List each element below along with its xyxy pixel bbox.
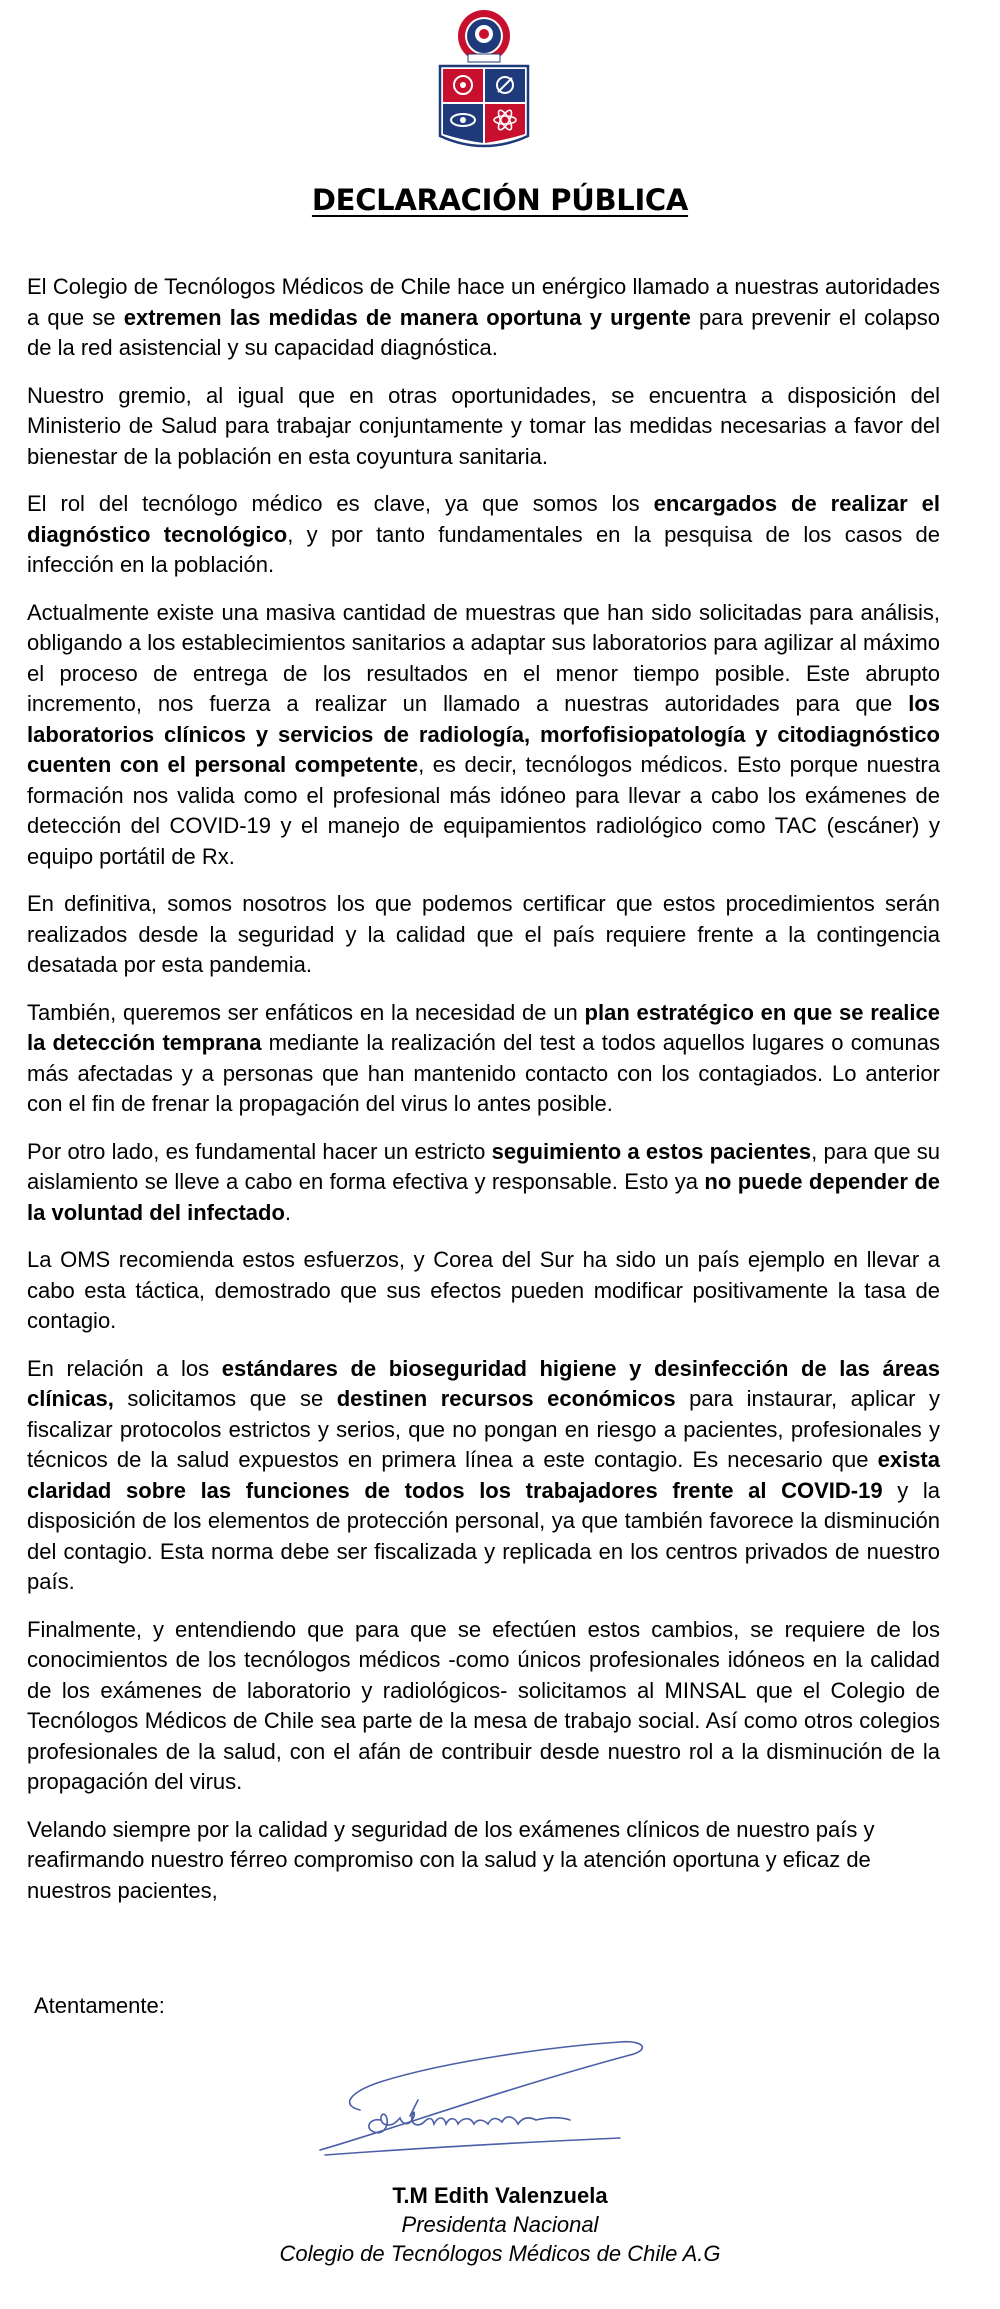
signer-name: T.M Edith Valenzuela <box>392 2183 608 2208</box>
college-seal-graphic <box>434 8 534 156</box>
paragraph-10: Finalmente, y entendiendo que para que se efectúen estos cambios, se requiere de los conocimientos de los tecnólogos médicos -como únicos profesionales idóneos en la calidad de los exámenes de laboratorio y radiológicos- solicitamos al MINSAL que el Colegio de Tecnólogos Médicos de Chile sea parte de la mesa de trabajo social. Así como otros colegios profesionales de la salud, con el afán de contribuir desde nuestro rol a la disminución de la propagación del virus. <box>27 1616 940 1794</box>
signer-organization: Colegio de Tecnólogos Médicos de Chile A.G <box>279 2241 721 2266</box>
paragraph-7: Por otro lado, es fundamental hacer un estricto seguimiento a estos pacientes, para que su aislamiento se lleve a cabo en forma efectiva y responsable. Esto ya no puede depender de la voluntad del infectado. <box>27 1138 940 1225</box>
paragraph-11: Velando siempre por la calidad y seguridad de los exámenes clínicos de nuestro país y reafirmando nuestro férreo compromiso con la salud y la atención oportuna y eficaz de nuestros pacientes, <box>27 1816 875 1903</box>
paragraph-5: En definitiva, somos nosotros los que podemos certificar que estos procedimientos serán realizados desde la seguridad y la calidad que el país requiere frente a la contingencia desatada por esta pandemia. <box>27 891 940 977</box>
declaration-body <box>27 272 940 1923</box>
document-title: DECLARACIÓN PÚBLICA <box>311 183 689 217</box>
paragraph-2: Nuestro gremio, al igual que en otras oportunidades, se encuentra a disposición del Ministerio de Salud para trabajar conjuntamente y tomar las medidas necesarias a favor del bienestar de la población en esta coyuntura sanitaria. <box>27 382 940 469</box>
signer-role: Presidenta Nacional <box>401 2212 599 2237</box>
paragraph-3: El rol del tecnólogo médico es clave, ya que somos los encargados de realizar el diagnóstico tecnológico, y por tanto fundamentales en la pesquisa de los casos de infección en la población. <box>27 491 940 577</box>
closing-greeting: Atentamente: <box>34 1993 165 2018</box>
handwritten-signature-icon <box>300 2020 660 2180</box>
signature-graphic <box>300 2020 660 2180</box>
paragraph-6: También, queremos ser enfáticos en la necesidad de un plan estratégico en que se realice la detección temprana mediante la realización del test a todos aquellos lugares o comunas más afectadas y a personas que han mantenido contacto con los contagiados. Lo anterior con el fin de frenar la propagación del virus lo antes posible. <box>27 999 940 1116</box>
paragraph-1: El Colegio de Tecnólogos Médicos de Chile hace un enérgico llamado a nuestras autoridades a que se extremen las medidas de manera oportuna y urgente para prevenir el colapso de la red asistencial y su capacidad diagnóstica. <box>27 274 940 360</box>
paragraph-9: En relación a los estándares de bioseguridad higiene y desinfección de las áreas clínicas, solicitamos que se destinen recursos económicos para instaurar, aplicar y fiscalizar protocolos estrictos y serios, que no pongan en riesgo a pacientes, profesionales y técnicos de la salud expuestos en primera línea a este contagio. Es necesario que exista claridad sobre las funciones de todos los trabajadores frente al COVID-19 y la disposición de los elementos de protección personal, ya que también favorece la disminución del contagio. Esta norma debe ser fiscalizada y replicada en los centros privados de nuestro país. <box>27 1355 941 1594</box>
college-seal-icon <box>434 8 534 156</box>
signer-block <box>0 2181 1000 2268</box>
paragraph-4: Actualmente existe una masiva cantidad de muestras que han sido solicitadas para análisis, obligando a los establecimientos sanitarios a adaptar sus laboratorios para agilizar al máximo el proceso de entrega de los resultados en el menor tiempo posible. Este abrupto incremento, nos fuerza a realizar un llamado a nuestras autoridades para que los laboratorios clínicos y servicios de radiología, morfofisiopatología y citodiagnóstico cuenten con el personal competente, es decir, tecnólogos médicos. Esto porque nuestra formación nos valida como el profesional más idóneo para llevar a cabo los exámenes de detección del COVID-19 y el manejo de equipamientos radiológico como TAC (escáner) y equipo portátil de Rx. <box>27 599 940 869</box>
paragraph-8: La OMS recomienda estos esfuerzos, y Corea del Sur ha sido un país ejemplo en llevar a cabo esta táctica, demostrado que sus efectos pueden modificar positivamente la tasa de contagio. <box>27 1247 940 1333</box>
